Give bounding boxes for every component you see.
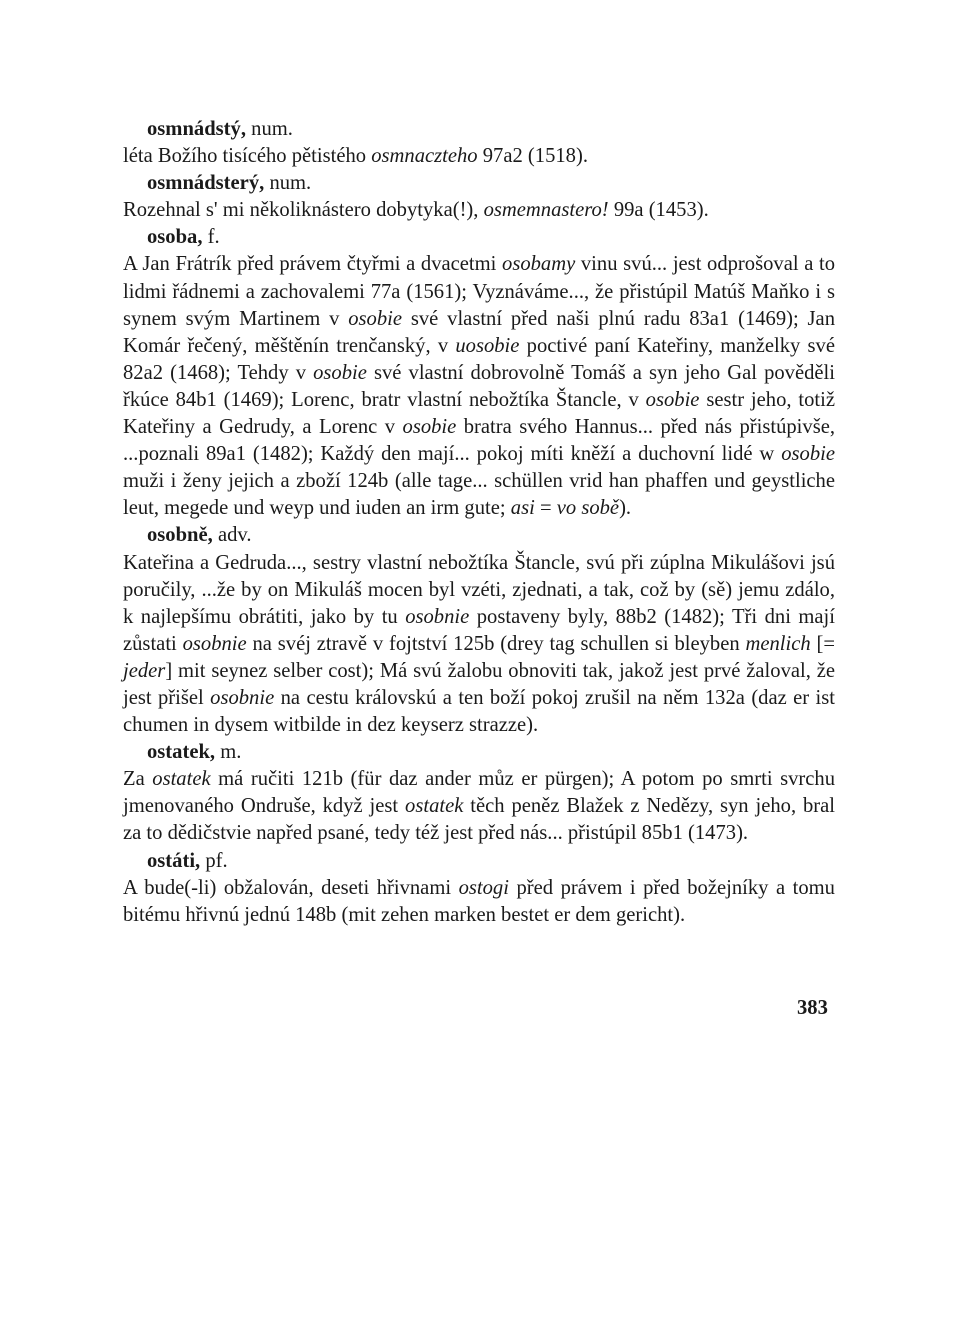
body-segment: Za	[123, 768, 153, 791]
body-segment: A Jan Frátrík před právem čtyřmi a dvacetmi	[123, 253, 503, 276]
body-segment: postaveny byly, 88b2 (1482); Tři dni mají zůstati	[123, 605, 835, 655]
part-of-speech: num.	[251, 118, 293, 140]
body-segment: na svéj ztravě v fojtství 125b (drey tag schullen si bleyben	[246, 632, 746, 655]
entry-body	[123, 875, 835, 929]
dictionary-entry	[123, 224, 835, 522]
italic-citation: uosobie	[455, 334, 520, 357]
entry-heading	[123, 116, 835, 143]
italic-citation: osobie	[348, 307, 403, 330]
body-segment: muži i ženy jejich a zboží 124b (alle tage... schüllen vrid han phaffen und geystliche leut, megede und weyp und iuden an irm gute;	[123, 470, 835, 520]
body-segment: před právem i před božejníky a tomu bitému hřivnú jednú 148b (mit zehen marken bestet er dem gericht).	[123, 876, 835, 926]
headword: osmnádsterý,	[147, 172, 265, 195]
italic-citation: osobie	[402, 416, 457, 439]
dictionary-page	[123, 116, 835, 929]
italic-citation: osobamy	[502, 253, 576, 276]
body-segment: své vlastní před naši plnú radu 83a1 (1469); Jan Komár řečený, měštěnín trenčanský, v	[123, 307, 835, 357]
entry-heading	[123, 522, 835, 549]
body-segment: 99a (1453).	[608, 199, 709, 222]
headword: ostatek,	[147, 741, 216, 764]
body-segment: A bude(-li) obžalován, deseti hřivnami	[123, 876, 459, 899]
italic-citation: ostatek	[152, 768, 211, 791]
body-segment: =	[534, 497, 557, 520]
headword: osobně,	[147, 524, 213, 547]
body-segment: vinu svú... jest odprošoval a to lidmi řádnemi a zachovalemi 77a (1561); Vyznáváme..., že přistúpil Matúš Maňko i s synem svým Martinem v	[123, 253, 835, 330]
entry-body	[123, 550, 835, 740]
dictionary-entry	[123, 739, 835, 847]
body-segment: poctivé paní Kateřiny, manželky své 82a2 (1468); Tehdy v	[123, 334, 835, 384]
body-segment: těch peněz Blažek z Nedězy, syn jeho, bral za to dědičstvie napřed psané, tedy též jest před nás... přistúpil 85b1 (1473).	[123, 795, 835, 845]
part-of-speech: num.	[269, 172, 312, 195]
body-segment: [=	[810, 632, 836, 655]
italic-citation: osobie	[781, 443, 835, 466]
headword: osoba,	[147, 226, 203, 249]
body-segment: bratra svého Hannus... před nás přistúpivše, ...poznali 89a1 (1482); Každý den mají... pokoj míti kněží a duchovní lidé w	[123, 416, 835, 466]
italic-citation: jeder	[123, 659, 166, 682]
body-segment: ] mit seynez selber cost); Má svú žalobu obnoviti tak, jakož jest prvé žaloval, že jest přišel	[123, 659, 835, 709]
headword: ostáti,	[147, 849, 201, 872]
italic-citation: osobie	[645, 388, 700, 411]
italic-citation: ostatek	[405, 795, 464, 818]
entry-body	[123, 766, 835, 847]
headword: osmnádstý,	[147, 118, 246, 140]
italic-citation: menlich	[745, 632, 811, 655]
part-of-speech: pf.	[205, 849, 228, 872]
body-segment: ).	[619, 497, 632, 520]
body-segment: Rozehnal s' mi několiknástero dobytyka(!),	[123, 199, 484, 222]
body-segment: 97a2 (1518).	[477, 145, 588, 168]
entry-body	[123, 197, 835, 224]
dictionary-entry	[123, 848, 835, 929]
dictionary-entry	[123, 116, 835, 170]
body-segment: léta Božího tisícého pětistého	[123, 145, 372, 168]
entry-body	[123, 143, 835, 170]
part-of-speech: m.	[220, 741, 242, 764]
italic-citation: osmemnastero!	[483, 199, 609, 222]
body-segment: své vlastní dobrovolně Tomáš a syn jeho Gal pověděli řkúce 84b1 (1469); Lorenc, bratr vlastní nebožtíka Štancle, v	[123, 361, 835, 411]
italic-citation: ostogi	[458, 876, 509, 899]
entry-heading	[123, 739, 835, 766]
entry-heading	[123, 170, 835, 197]
dictionary-entry	[123, 522, 835, 739]
entry-heading	[123, 848, 835, 875]
body-segment: Kateřina a Gedruda..., sestry vlastní nebožtíka Štancle, svú při zúplna Mikulášovi jsú poručily, ...že by on Mikuláš mocen byl vzéti, zjednati, a tak, což by (sě) jemu zdálo, k najlepšímu obrátiti, jako by tu	[123, 551, 835, 628]
part-of-speech: adv.	[217, 524, 252, 547]
italic-citation: vo sobě	[556, 497, 620, 520]
italic-citation: osobnie	[405, 605, 470, 628]
page-number: 383	[797, 997, 828, 1019]
italic-citation: osobie	[313, 361, 367, 384]
part-of-speech: f.	[207, 226, 220, 249]
entry-body	[123, 251, 835, 522]
italic-citation: osobnie	[182, 632, 247, 655]
italic-citation: osmnaczteho	[371, 145, 478, 168]
italic-citation: osobnie	[210, 686, 275, 709]
body-segment: má ručiti 121b (für daz ander můz er pürgen); A potom po smrti svrchu jmenovaného Ondruše, když jest	[123, 768, 835, 818]
dictionary-entry	[123, 170, 835, 224]
italic-citation: asi	[510, 497, 535, 520]
entry-heading	[123, 224, 835, 251]
body-segment: sestr jeho, totiž Kateřiny a Gedrudy, a Lorenc v	[123, 388, 835, 439]
body-segment: na cestu královskú a ten boží pokoj zrušil na něm 132a (daz er ist chumen in dysem witbilde in dez keyserz strazze).	[123, 686, 836, 737]
